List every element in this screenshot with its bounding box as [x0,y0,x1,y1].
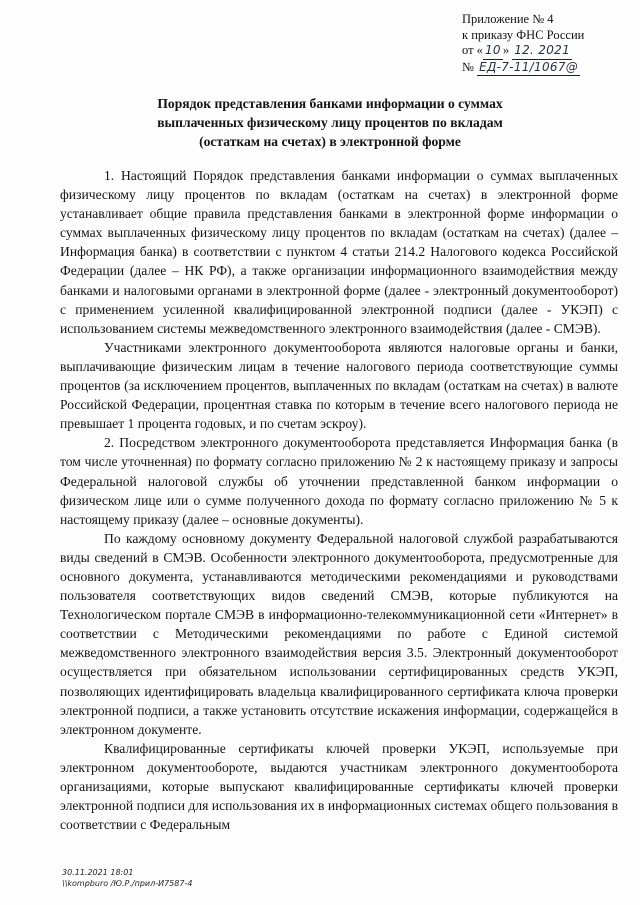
paragraph-2: Участниками электронного документооборота являются налоговые органы и банки, выплачивающие физическим лицам в течение налогового периода соответствующие суммы процентов (за исключением процентов, выплаченных по вкладам (остаткам на счетах) в валюте Российской Федерации, процентная ставка по которым в течение всего налогового периода не превышает 1 процента годовых, и по счетам эскроу). [60,339,618,432]
footer-timestamp: 30.11.2021 18:01 [62,868,134,877]
appendix-number: Приложение № 4 [462,12,554,26]
appendix-number-line [462,60,632,77]
order-number: ЕД-7-11/1067@ [477,60,580,77]
footer-file-path: \\kompburo /Ю.Р./прил-И7587-4 [62,878,193,888]
date-day: 10 [483,43,503,60]
date-prefix: от « [462,43,483,57]
paragraph-4: По каждому основному документу Федеральной налоговой службой разрабатываются виды сведений в СМЭВ. Особенности электронного документооборота, предусмотренные для основного документа, устанавливаются методическими рекомендациями и руководствами пользователя соответствующих видов сведений СМЭВ, которые публикуются на Технологическом портале СМЭВ в информационно-телекоммуникационной сети «Интернет» в соответствии с Методическими рекомендациями по работе с Единой системой межведомственного электронного взаимодействия версия 3.5. Электронный документооборот осуществляется при обязательном использовании сертифицированных средств УКЭП, позволяющих идентифицировать владельца квалифицированного сертификата ключа проверки электронной подписи, а также установить отсутствие искажения информации, содержащейся в электронном документе. [60,530,618,737]
date-month-year: 12. 2021 [512,43,572,60]
paragraph-1: 1. Настоящий Порядок представления банками информации о суммах выплаченных физическому лицу процентов по вкладам (остаткам на счетах) в электронной форме устанавливает общие правила представления банками в электронной форме информации о суммах выплаченных физическому лицу процентов по вкладам (остаткам на счетах) (далее – Информация банка) в соответствии с пунктом 4 статьи 214.2 Налогового кодекса Российской Федерации (далее – НК РФ), а также организации информационного взаимодействия между банками и налоговыми органами в электронной форме (далее - электронный документооборот) с применением усиленной квалифицированной электронной подписи (далее - УКЭП) с использованием системы межведомственного электронного взаимодействия (далее - СМЭВ). [60,168,618,336]
appendix-date-line [462,43,632,60]
paragraph-5: Квалифицированные сертификаты ключей проверки УКЭП, используемые при электронном документообороте, выдаются участникам электронного документооборота организациями, которые выпускают квалифицированные сертификаты ключей проверки электронной подписи для использования их в информационных системах общего пользования в соответствии с Федеральным [60,740,618,833]
title-line-1: Порядок представления банками информации о суммах [157,96,503,111]
document-title [120,94,540,151]
paragraph-3: 2. Посредством электронного документооборота представляется Информация банка (в том числе уточненная) по формату согласно приложению № 2 к настоящему приказу и запросы Федеральной налоговой службы об уточнении представленной банком информации о физическом лице или о сумме полученного дохода по формату согласно приложению № 5 к настоящему приказу (далее – основные документы). [60,435,618,527]
title-line-3: (остаткам на счетах) в электронной форме [199,134,461,149]
document-body [60,166,618,834]
title-line-2: выплаченных физическому лицу процентов по вкладам [157,115,503,130]
document-footer [62,868,192,889]
appendix-header [462,12,632,76]
date-mid: » [502,43,510,57]
number-prefix: № [462,59,474,74]
appendix-order-reference: к приказу ФНС России [462,27,585,42]
